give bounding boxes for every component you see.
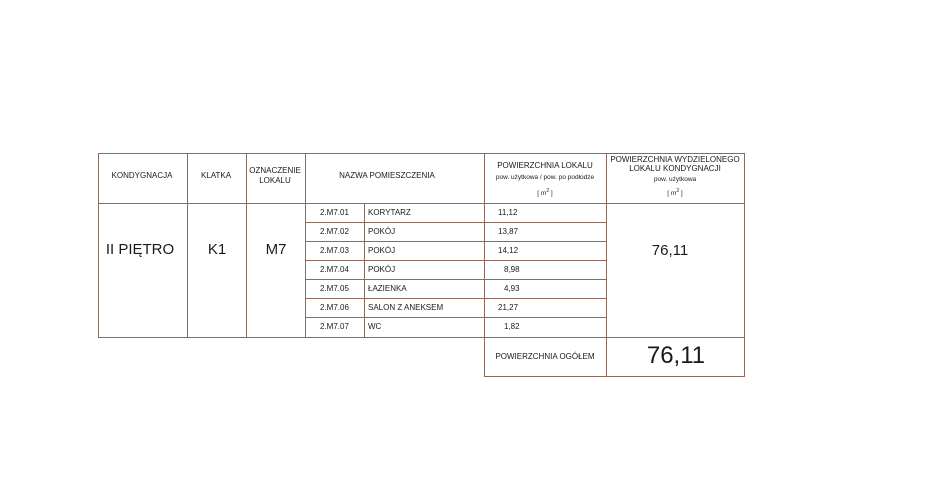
room-area: 13,87: [498, 227, 519, 236]
room-name: POKÓJ: [368, 246, 396, 255]
room-code: 2.M7.01: [320, 208, 349, 217]
border-left: [98, 153, 99, 338]
col-sep-nazwa: [305, 153, 306, 338]
header-bottom-border: [98, 203, 744, 204]
header-powierzchnia-lokalu: POWIERZCHNIA LOKALU: [497, 161, 593, 170]
row-sep: [305, 298, 606, 299]
klatka-value: K1: [207, 241, 227, 258]
header-powierzchnia-lokalu-unit: [537, 186, 552, 199]
header-oznaczenie-line1: OZNACZENIE: [249, 166, 301, 175]
room-area: 1,82: [504, 322, 520, 331]
row-sep: [305, 222, 606, 223]
room-area: 14,12: [498, 246, 519, 255]
room-name: POKÓJ: [368, 265, 396, 274]
room-area: 8,98: [504, 265, 520, 274]
oznaczenie-value: M7: [265, 241, 287, 258]
col-sep-powierzchnia: [484, 153, 485, 377]
room-code: 2.M7.07: [320, 322, 349, 331]
room-code: 2.M7.05: [320, 284, 349, 293]
room-name: SALON Z ANEKSEM: [368, 303, 444, 312]
room-name: KORYTARZ: [368, 208, 411, 217]
header-wydzielonego-line2: LOKALU KONDYGNACJI: [629, 164, 721, 173]
header-wydzielonego-line1: POWIERZCHNIA WYDZIELONEGO: [610, 155, 740, 164]
room-name: ŁAZIENKA: [368, 284, 407, 293]
header-klatka: KLATKA: [200, 171, 232, 180]
summary-total-value: 76,11: [646, 342, 706, 369]
unit-prefix: [ m: [667, 190, 677, 198]
room-name: WC: [368, 322, 382, 331]
room-area: 21,27: [498, 303, 519, 312]
room-code: 2.M7.04: [320, 265, 349, 274]
col-sep-wydzielonego: [606, 153, 607, 377]
summary-label: POWIERZCHNIA OGÓŁEM: [495, 352, 595, 361]
room-area: 4,93: [504, 284, 520, 293]
room-area: 11,12: [498, 208, 518, 217]
table-body-bottom-border: [98, 337, 744, 338]
unit-prefix: [ m: [537, 190, 547, 198]
row-sep: [305, 279, 606, 280]
room-code: 2.M7.03: [320, 246, 349, 255]
row-sep: [305, 241, 606, 242]
summary-bottom-border: [484, 376, 744, 377]
border-right: [744, 153, 745, 377]
unit-exponent: 2: [676, 188, 680, 194]
col-sep-klatka: [187, 153, 188, 338]
room-code: 2.M7.06: [320, 303, 349, 312]
col-sep-oznaczenie: [246, 153, 247, 338]
unit-exponent: 2: [546, 188, 550, 194]
header-wydzielonego-unit: [667, 186, 682, 199]
header-oznaczenie-line2: LOKALU: [259, 176, 291, 185]
header-nazwa-pomieszczenia: NAZWA POMIESZCZENIA: [339, 171, 435, 180]
room-name: POKÓJ: [368, 227, 396, 236]
header-kondygnacja: KONDYGNACJA: [111, 171, 173, 180]
kondygnacja-value: II PIĘTRO: [105, 241, 175, 258]
room-code: 2.M7.02: [320, 227, 349, 236]
table-border-top: [98, 153, 744, 154]
row-sep: [305, 317, 606, 318]
unit-suffix: ]: [549, 190, 553, 198]
header-powierzchnia-lokalu-sub: pow. użytkowa / pow. po podłodze: [495, 174, 595, 181]
row-sep: [305, 260, 606, 261]
wydzielonego-value: 76,11: [651, 242, 689, 259]
unit-suffix: ]: [679, 190, 683, 198]
header-wydzielonego-sub: pow. użytkowa: [653, 176, 697, 183]
